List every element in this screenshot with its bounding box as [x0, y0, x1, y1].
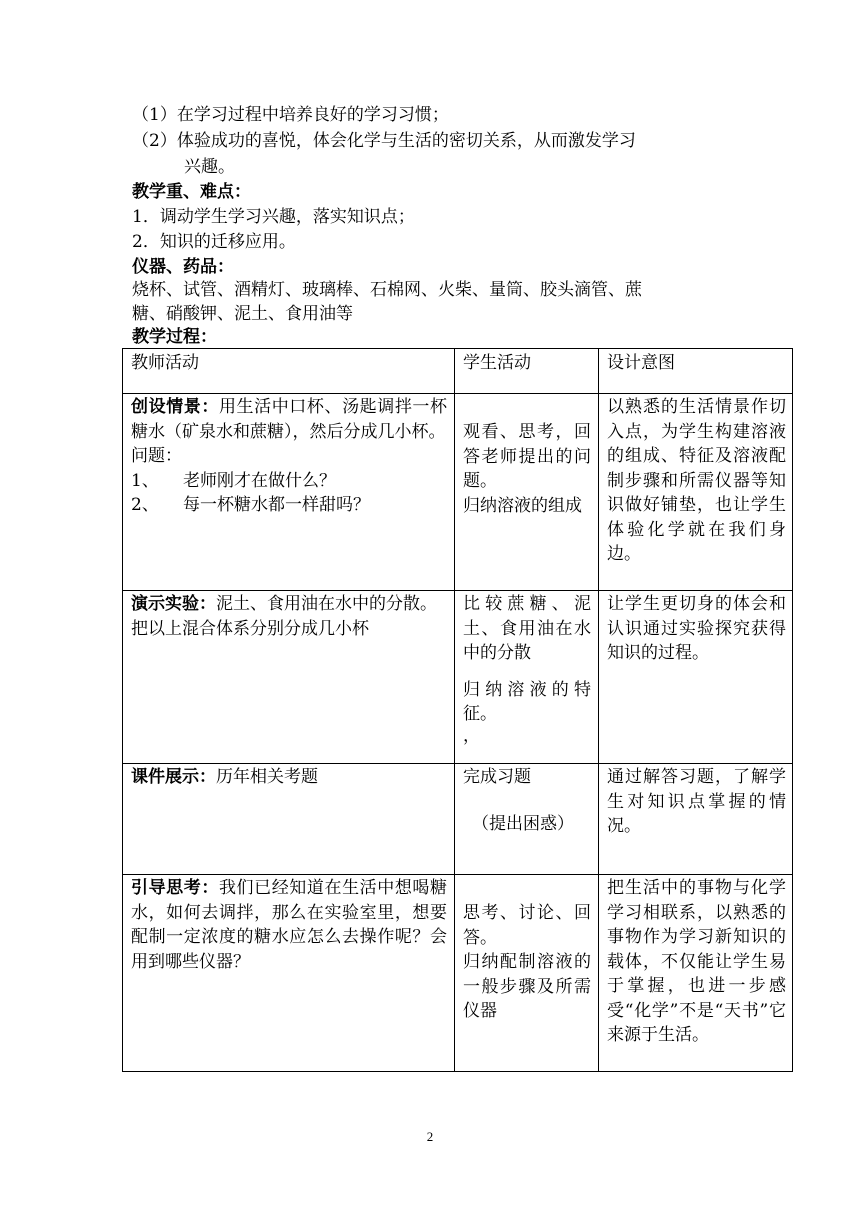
- teaching-process-table: [122, 348, 793, 1072]
- row1-intent-cell: 以熟悉的生活情景作切入点，为学生构建溶液的组成、特征及溶液配制步骤和所需仪器等知识做好铺垫，也让学生体验化学就在我们身边。: [607, 397, 786, 564]
- row4-label: 引导思考：: [131, 878, 219, 898]
- objective-1: （1）在学习过程中培养良好的学习习惯；: [132, 105, 449, 125]
- row2-intent-cell: 让学生更切身的体会和认识通过实验探究获得知识的过程。: [607, 594, 786, 663]
- key-point-1: 1．调动学生学习兴趣，落实知识点；: [132, 207, 415, 227]
- row3-label: 课件展示：: [131, 767, 216, 787]
- row1-teacher-text: 用生活中口杯、汤匙调拌一杯糖水（矿泉水和蔗糖），然后分成几小杯。: [131, 397, 448, 442]
- objective-2-continued: 兴趣。: [184, 157, 235, 177]
- objective-2: （2）体验成功的喜悦，体会化学与生活的密切关系，从而激发学习: [132, 131, 636, 151]
- materials-heading: 仪器、药品：: [132, 257, 234, 277]
- row1-question-2: 2、 每一杯糖水都一样甜吗？: [131, 495, 370, 515]
- row4-teacher-cell: [131, 876, 447, 974]
- header-student-activity: 学生活动: [463, 353, 531, 373]
- row2-label: 演示实验：: [131, 594, 216, 614]
- row1-question-1: 1、 老师刚才在做什么？: [131, 470, 336, 491]
- row2-teacher-cell: [131, 592, 447, 641]
- key-point-2: 2．知识的迁移应用。: [132, 232, 296, 252]
- materials-line-1: 烧杯、试管、酒精灯、玻璃棒、石棉网、火柴、量筒、胶头滴管、蔗: [132, 280, 642, 300]
- row4-intent-cell: 把生活中的事物与化学学习相联系，以熟悉的事物作为学习新知识的载体，不仅能让学生易于掌握，也进一步感受“化学”不是“天书”它来源于生活。: [607, 878, 786, 1045]
- row4-student-cell: 思考、讨论、回答。 归纳配制溶液的一般步骤及所需仪器: [463, 903, 591, 1021]
- row3-teacher-cell: [131, 765, 447, 790]
- row2-teacher-extra: 把以上混合体系分别分成几小杯: [131, 618, 369, 639]
- row2-student-cell: 比较蔗糖、泥土、食用油在水中的分散 归纳溶液的特征。 ，: [463, 594, 591, 746]
- header-design-intent: 设计意图: [607, 353, 675, 373]
- row3-student-cell: 完成习题 （提出困惑）: [463, 767, 574, 834]
- page-number: 2: [426, 1129, 434, 1144]
- materials-line-2: 糖、硝酸钾、泥土、食用油等: [132, 304, 353, 324]
- row4-teacher-text: 我们已经知道在生活中想喝糖水，如何去调拌，那么在实验室里，想要配制一定浓度的糖水应怎么去操作呢？会用到哪些仪器？: [131, 878, 448, 972]
- row1-student-cell: 观看、思考，回答老师提出的问题。 归纳溶液的组成: [463, 422, 591, 516]
- process-heading: 教学过程：: [132, 327, 217, 347]
- row1-teacher-cell: [131, 395, 447, 518]
- row2-teacher-text: 泥土、食用油在水中的分散。: [216, 594, 437, 614]
- header-teacher-activity: 教师活动: [131, 353, 199, 373]
- row1-question-label: 问题：: [131, 446, 182, 466]
- row3-intent-cell: 通过解答习题，了解学生对知识点掌握的情况。: [607, 767, 786, 836]
- row1-label: 创设情景：: [131, 397, 219, 417]
- key-points-heading: 教学重、难点：: [132, 182, 251, 202]
- row3-teacher-text: 历年相关考题: [216, 767, 318, 787]
